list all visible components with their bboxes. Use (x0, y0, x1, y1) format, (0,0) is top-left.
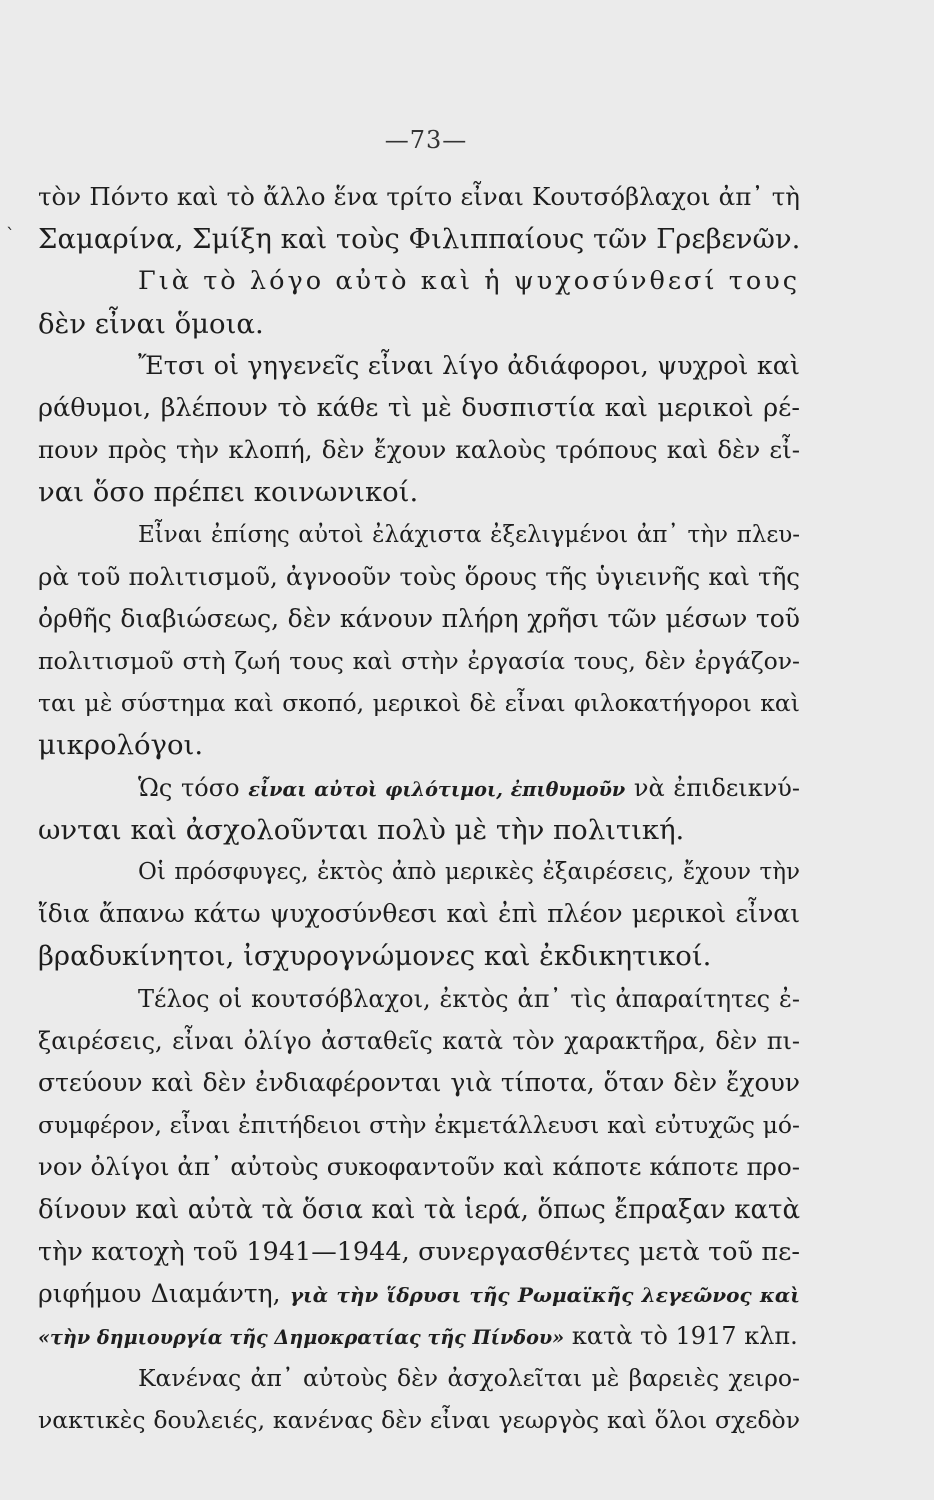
text-line: Οἱ πρόσφυγες, ἐκτὸς ἀπὸ μερικὲς ἐξαιρέσεις, ἔχουν τὴν (138, 859, 800, 885)
emphasis-text: «τὴν δημιουργία τῆς Δημοκρατίας τῆς Πίνδου» (38, 1326, 565, 1350)
text-line: ναι ὅσο πρέπει κοινωνικοί. (38, 476, 419, 509)
text-line-emphasis (38, 767, 800, 809)
text-line: ται μὲ σύστημα καὶ σκοπό, μερικοὶ δὲ εἶναι φιλοκατήγοροι καὶ (38, 689, 800, 718)
text-line: Γιὰ τὸ λόγο αὐτὸ καὶ ἡ ψυχοσύνθεσί τους (138, 266, 800, 297)
text-line: τὴν κατοχὴ τοῦ 1941—1944, συνεργασθέντες μετὰ τοῦ πε- (38, 1236, 800, 1267)
text-line: νακτικὲς δουλειές, κανένας δὲν εἶναι γεωργὸς καὶ ὅλοι σχεδὸν (38, 1406, 800, 1435)
text-line: ρὰ τοῦ πολιτισμοῦ, ἀγνοοῦν τοὺς ὅρους τῆς ὑγιεινῆς καὶ τῆς (38, 561, 800, 591)
text-line: Τέλος οἱ κουτσόβλαχοι, ἐκτὸς ἀπ᾽ τὶς ἀπαραίτητες ἐ- (138, 984, 800, 1013)
text-line: ἴδια ἄπανω κάτω ψυχοσύνθεσι καὶ ἐπὶ πλέον μερικοὶ εἶναι (38, 899, 800, 929)
body-text (38, 176, 800, 1442)
text-line: βραδυκίνητοι, ἰσχυρογνώμονες καὶ ἐκδικητικοί. (38, 940, 712, 973)
text-line: τὸν Πόντο καὶ τὸ ἄλλο ἕνα τρίτο εἶναι Κουτσόβλαχοι ἀπ᾽ τὴ (38, 182, 800, 211)
text-line-emphasis (38, 1315, 800, 1357)
text-segment: Ὡς τόσο (138, 773, 249, 802)
text-line: Ἔτσι οἱ γηγενεῖς εἶναι λίγο ἀδιάφοροι, ψυχροὶ καὶ (138, 350, 800, 381)
text-line: δίνουν καὶ αὐτὰ τὰ ὅσια καὶ τὰ ἱερά, ὅπως ἔπραξαν κατὰ (38, 1194, 800, 1225)
text-line: νον ὀλίγοι ἀπ᾽ αὐτοὺς συκοφαντοῦν καὶ κάποτε κάποτε προ- (38, 1152, 800, 1182)
text-line-emphasis (38, 1273, 800, 1315)
text-line: στεύουν καὶ δὲν ἐνδιαφέρονται γιὰ τίποτα, ὅταν δὲν ἔχουν (38, 1067, 800, 1097)
text-line: ράθυμοι, βλέπουν τὸ κάθε τὶ μὲ δυσπιστία καὶ μερικοὶ ρέ- (38, 392, 800, 423)
emphasis-text: εἶναι αὐτοὶ φιλότιμοι, ἐπιθυμοῦν (248, 777, 626, 801)
text-line: ωνται καὶ ἀσχολοῦνται πολὺ μὲ τὴν πολιτική. (38, 813, 685, 846)
text-line: ξαιρέσεις, εἶναι ὀλίγο ἀσταθεῖς κατὰ τὸν χαρακτῆρα, δὲν πι- (38, 1026, 800, 1055)
text-line: ὀρθῆς διαβιώσεως, δὲν κάνουν πλήρη χρῆσι τῶν μέσων τοῦ (38, 603, 800, 633)
text-segment: κατὰ τὸ 1917 κλπ. (564, 1322, 798, 1351)
text-line: Εἶναι ἐπίσης αὐτοὶ ἐλάχιστα ἐξελιγμένοι ἀπ᾽ τὴν πλευ- (138, 521, 800, 548)
text-line: Κανένας ἀπ᾽ αὐτοὺς δὲν ἀσχολεῖται μὲ βαρειὲς χειρο- (138, 1364, 800, 1393)
text-segment: νὰ ἐπιδεικνύ- (625, 773, 800, 802)
text-line: Σαμαρίνα, Σμίξη καὶ τοὺς Φιλιππαίους τῶν Γρεβενῶν. (38, 223, 800, 256)
page-number: —73— (384, 126, 468, 154)
text-line: πολιτισμοῦ στὴ ζωή τους καὶ στὴν ἐργασία τους, δὲν ἐργάζον- (38, 647, 800, 676)
margin-mark: ˋ (6, 225, 15, 246)
text-line: δὲν εἶναι ὅμοια. (38, 307, 264, 340)
text-line: συμφέρον, εἶναι ἐπιτήδειοι στὴν ἐκμετάλλευσι καὶ εὐτυχῶς μό- (38, 1111, 800, 1140)
emphasis-text: γιὰ τὴν ἵδρυσι τῆς Ρωμαϊκῆς λεγεῶνος καὶ (289, 1282, 800, 1307)
text-line: πουν πρὸς τὴν κλοπή, δὲν ἔχουν καλοὺς τρόπους καὶ δὲν εἶ- (38, 435, 800, 465)
text-line: μικρολόγοι. (38, 729, 204, 762)
text-segment: ριφήμου Διαμάντη, (38, 1278, 290, 1308)
